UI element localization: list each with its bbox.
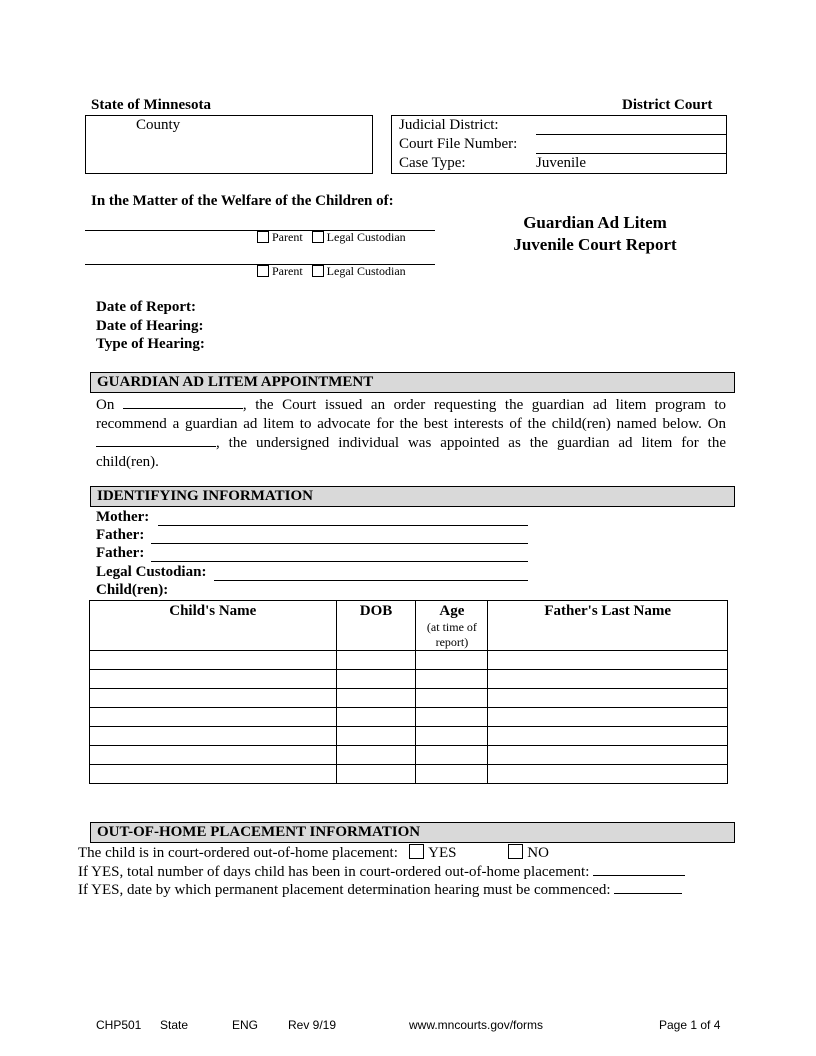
- party-2-custodian-checkbox[interactable]: [312, 265, 324, 277]
- table-row: [90, 765, 728, 784]
- report-title: [470, 212, 720, 256]
- col-age-sub: (at time of report): [426, 620, 477, 649]
- placement-no-checkbox[interactable]: [508, 844, 523, 859]
- party-2-custodian-label: Legal Custodian: [326, 264, 406, 278]
- placement-days-row: [78, 862, 685, 881]
- judicial-district-field[interactable]: [536, 134, 726, 135]
- col-dob: DOB: [336, 601, 416, 651]
- appointment-text-1: , the Court issued an order requesting the guardian ad litem program to recommend a guardian ad litem to advocate for the best interests of the child(ren) named below.: [96, 397, 727, 432]
- table-cell[interactable]: [90, 765, 337, 784]
- mother-label: Mother:: [96, 509, 150, 525]
- table-cell[interactable]: [488, 670, 728, 689]
- col-childs-name: Child's Name: [90, 601, 337, 651]
- case-type-label: Case Type:: [399, 155, 466, 171]
- table-cell[interactable]: [336, 727, 416, 746]
- report-title-line2: Juvenile Court Report: [513, 235, 677, 254]
- table-cell[interactable]: [416, 670, 488, 689]
- order-date-blank[interactable]: [123, 395, 243, 409]
- matter-title: In the Matter of the Welfare of the Children of:: [91, 193, 394, 209]
- table-cell[interactable]: [416, 746, 488, 765]
- table-cell[interactable]: [336, 746, 416, 765]
- table-row: [90, 708, 728, 727]
- report-title-line1: Guardian Ad Litem: [523, 213, 667, 232]
- date-of-hearing-label: Date of Hearing:: [96, 317, 204, 334]
- father-1-label: Father:: [96, 527, 145, 543]
- table-cell[interactable]: [488, 689, 728, 708]
- footer-lang: ENG: [232, 1018, 259, 1032]
- placement-question: The child is in court-ordered out-of-home placement:: [78, 845, 398, 861]
- case-type-value: Juvenile: [536, 155, 586, 171]
- col-age-label: Age: [439, 603, 465, 619]
- party-1-custodian-label: Legal Custodian: [326, 230, 406, 244]
- table-cell[interactable]: [90, 670, 337, 689]
- table-cell[interactable]: [336, 689, 416, 708]
- children-table-header: [90, 601, 728, 651]
- placement-date-field[interactable]: [614, 880, 682, 894]
- table-cell[interactable]: [336, 708, 416, 727]
- table-cell[interactable]: [90, 708, 337, 727]
- table-row: [90, 670, 728, 689]
- table-cell[interactable]: [90, 651, 337, 670]
- father-1-field[interactable]: [151, 543, 528, 544]
- placement-yes-checkbox[interactable]: [409, 844, 424, 859]
- placement-heading: OUT-OF-HOME PLACEMENT INFORMATION: [90, 822, 735, 843]
- table-cell[interactable]: [416, 708, 488, 727]
- footer-rev: Rev 9/19: [288, 1018, 337, 1032]
- table-cell[interactable]: [488, 727, 728, 746]
- table-cell[interactable]: [416, 727, 488, 746]
- table-cell[interactable]: [416, 765, 488, 784]
- party-1-custodian-checkbox[interactable]: [312, 231, 324, 243]
- party-1-role: [257, 230, 406, 245]
- county-label: County: [136, 117, 181, 133]
- table-cell[interactable]: [90, 689, 337, 708]
- dates-block: [96, 298, 205, 354]
- table-cell[interactable]: [488, 765, 728, 784]
- appointment-date-blank[interactable]: [96, 433, 216, 447]
- appointment-on-1: On: [96, 397, 115, 413]
- appointment-text-2: , the undersigned individual was appointed as the guardian ad litem for the child(ren).: [96, 435, 726, 470]
- footer-form-id: CHP501: [96, 1018, 142, 1032]
- county-box[interactable]: [85, 115, 373, 174]
- placement-days-field[interactable]: [593, 862, 685, 876]
- col-age: [416, 601, 488, 651]
- party-1-parent-checkbox[interactable]: [257, 231, 269, 243]
- table-cell[interactable]: [90, 746, 337, 765]
- party-2-parent-label: Parent: [272, 264, 303, 278]
- appointment-on-2: On: [707, 415, 726, 432]
- identifying-heading: IDENTIFYING INFORMATION: [90, 486, 735, 507]
- appointment-text: [96, 395, 726, 471]
- table-cell[interactable]: [336, 651, 416, 670]
- table-cell[interactable]: [416, 689, 488, 708]
- children-label: Child(ren):: [96, 582, 169, 598]
- state-label: State of Minnesota: [91, 97, 211, 113]
- party-2-parent-checkbox[interactable]: [257, 265, 269, 277]
- placement-question-row: [78, 844, 549, 862]
- legal-custodian-label: Legal Custodian:: [96, 564, 207, 580]
- placement-date-label: If YES, date by which permanent placement determination hearing must be commenced:: [78, 882, 611, 898]
- party-2-role: [257, 264, 406, 279]
- table-cell[interactable]: [416, 651, 488, 670]
- table-cell[interactable]: [336, 670, 416, 689]
- case-info-box: [391, 115, 727, 174]
- father-2-field[interactable]: [151, 561, 528, 562]
- father-2-label: Father:: [96, 545, 145, 561]
- appointment-heading: GUARDIAN AD LITEM APPOINTMENT: [90, 372, 735, 393]
- table-cell[interactable]: [488, 708, 728, 727]
- placement-days-label: If YES, total number of days child has been in court-ordered out-of-home placement:: [78, 864, 590, 880]
- col-fathers-last-name: Father's Last Name: [488, 601, 728, 651]
- judicial-district-label: Judicial District:: [399, 117, 499, 133]
- table-row: [90, 689, 728, 708]
- placement-date-row: [78, 880, 682, 899]
- table-row: [90, 746, 728, 765]
- court-file-number-field[interactable]: [536, 153, 726, 154]
- court-file-number-label: Court File Number:: [399, 136, 518, 152]
- placement-yes-label: YES: [428, 845, 457, 861]
- court-label: District Court: [622, 97, 713, 113]
- footer-page: Page 1 of 4: [659, 1018, 721, 1032]
- table-row: [90, 727, 728, 746]
- table-cell[interactable]: [90, 727, 337, 746]
- children-table: [89, 600, 728, 784]
- table-cell[interactable]: [336, 765, 416, 784]
- mother-field[interactable]: [158, 525, 528, 526]
- type-of-hearing-label: Type of Hearing:: [96, 336, 205, 352]
- table-row: [90, 651, 728, 670]
- table-cell[interactable]: [488, 651, 728, 670]
- date-of-report-label: Date of Report:: [96, 299, 196, 315]
- placement-no-label: NO: [527, 845, 549, 861]
- footer-state: State: [160, 1018, 189, 1032]
- party-1-parent-label: Parent: [272, 230, 303, 244]
- footer-url[interactable]: www.mncourts.gov/forms: [409, 1018, 544, 1032]
- legal-custodian-field[interactable]: [214, 580, 528, 581]
- table-cell[interactable]: [488, 746, 728, 765]
